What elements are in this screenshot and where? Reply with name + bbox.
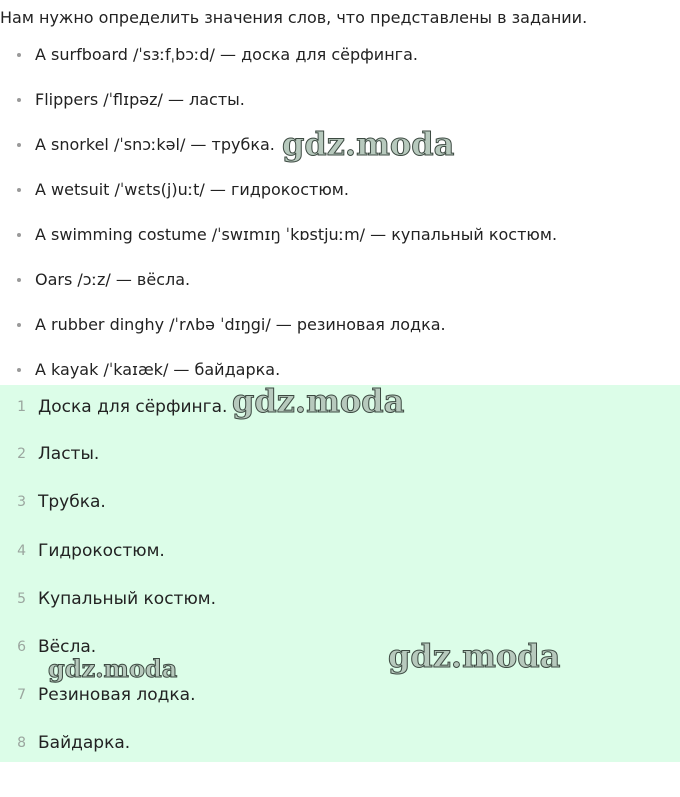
line-number: 5 [17,591,26,607]
vocab-item [0,314,680,336]
answer-text: Купальный костюм. [38,589,216,609]
bullet-dot-icon [17,143,21,147]
line-number: 1 [17,399,26,415]
answer-text: Резиновая лодка. [38,685,196,705]
answer-line [0,490,680,514]
vocab-item-text: Flippers /ˈflɪpəz/ — ласты. [35,90,245,109]
vocab-item-text: A rubber dinghy /ˈrʌbə ˈdɪŋgi/ — резиновая лодка. [35,315,446,334]
answer-text: Байдарка. [38,733,131,753]
answer-block [0,382,680,762]
bullet-dot-icon [17,368,21,372]
answer-text: Гидрокостюм. [38,541,165,561]
bullet-dot-icon [17,323,21,327]
answer-text: Трубка. [38,492,106,512]
watermark-logo: gdz.moda [232,382,405,420]
watermark-logo: gdz.moda [388,637,561,675]
watermark-logo: gdz.moda [48,654,178,683]
vocab-item [0,179,680,201]
vocab-item [0,359,680,381]
line-number: 7 [17,687,26,703]
vocab-item-text: A swimming costume /ˈswɪmɪŋ ˈkɒstjuːm/ — купальный костюм. [35,225,558,244]
watermark-logo: gdz.moda [282,125,455,163]
line-number: 8 [17,735,26,751]
vocab-item-text: Oars /ɔːz/ — вёсла. [35,270,191,289]
answer-line [0,587,680,611]
line-number: 2 [17,446,26,462]
answer-line [0,442,680,466]
answer-text: Ласты. [38,444,100,464]
answer-line [0,395,680,419]
vocab-item-text: A wetsuit /ˈwɛts(j)uːt/ — гидрокостюм. [35,180,349,199]
vocab-item-text: A kayak /ˈkaɪæk/ — байдарка. [35,360,281,379]
bullet-dot-icon [17,233,21,237]
bullet-dot-icon [17,98,21,102]
answer-line [0,635,680,659]
vocab-item [0,224,680,246]
bullet-dot-icon [17,278,21,282]
line-number: 3 [17,494,26,510]
answer-text: Доска для сёрфинга. [38,397,228,417]
vocab-item-text: A surfboard /ˈsɜːfˌbɔːd/ — доска для сёрфинга. [35,45,418,64]
line-number: 6 [17,639,26,655]
vocab-item-text: A snorkel /ˈsnɔːkəl/ — трубка. [35,135,275,154]
vocab-item [0,134,680,156]
answer-line [0,731,680,755]
bullet-dot-icon [17,53,21,57]
intro-text: Нам нужно определить значения слов, что представлены в задании. [0,8,588,27]
answer-line [0,539,680,563]
line-number: 4 [17,543,26,559]
vocab-item [0,269,680,291]
answer-line [0,683,680,707]
vocab-item [0,44,680,66]
answer-text: Вёсла. [38,637,97,657]
bullet-dot-icon [17,188,21,192]
vocab-item [0,89,680,111]
